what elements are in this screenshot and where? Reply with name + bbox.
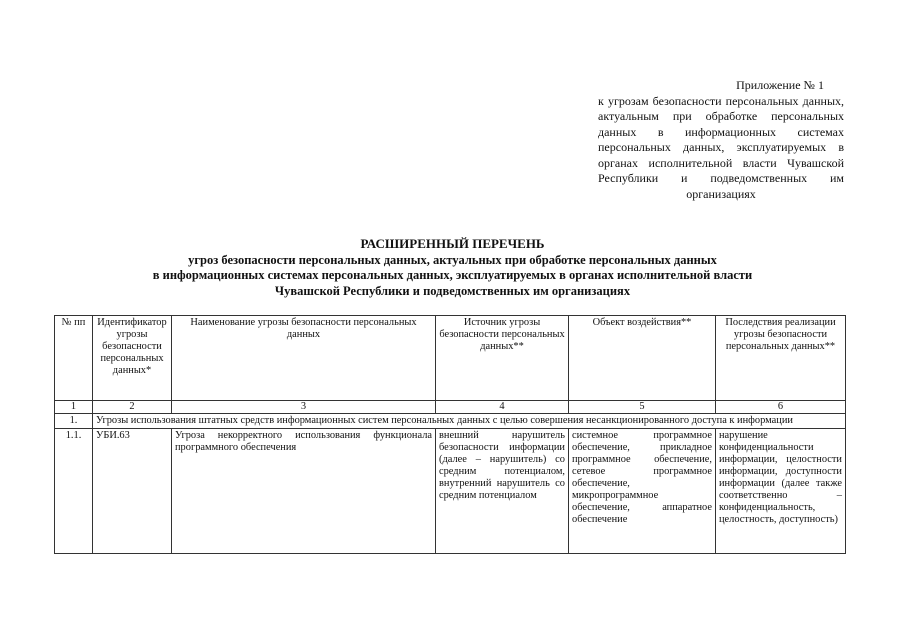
table-header-row (55, 316, 846, 401)
row-impact-object: системное программное обеспечение, прикладное программное обеспечение, сетевое программное обеспечение, микропрограммное обеспечение, аппаратное обеспечение (569, 429, 716, 554)
column-number: 3 (172, 401, 436, 414)
table-row (55, 429, 846, 554)
column-number: 5 (569, 401, 716, 414)
column-number-row (55, 401, 846, 414)
appendix-heading: Приложение № 1 (736, 78, 824, 92)
appendix-block (598, 78, 844, 202)
title-line-2: в информационных системах персональных данных, эксплуатируемых в органах исполнительной власти (152, 268, 753, 282)
title-main: РАСШИРЕННЫЙ ПЕРЕЧЕНЬ (360, 236, 545, 251)
column-number: 6 (716, 401, 846, 414)
header-num: № пп (55, 316, 93, 401)
header-object: Объект воздействия** (569, 316, 716, 401)
title-line-1: угроз безопасности персональных данных, актуальных при обработке персональных данных (188, 252, 717, 267)
column-number: 1 (55, 401, 93, 414)
row-threat-id: УБИ.63 (93, 429, 172, 554)
section-num: 1. (55, 414, 93, 429)
header-source: Источник угрозы безопасности персональных данных** (436, 316, 569, 401)
threat-table (54, 315, 846, 554)
header-id: Идентификатор угрозы безопасности персональных данных* (93, 316, 172, 401)
document-title (60, 236, 845, 299)
row-num: 1.1. (55, 429, 93, 554)
section-row (55, 414, 846, 429)
row-threat-name: Угроза некорректного использования функционала программного обеспечения (172, 429, 436, 554)
row-threat-source: внешний нарушитель безопасности информации (далее – нарушитель) со средним потенциалом, внутренний нарушитель со средним потенциалом (436, 429, 569, 554)
row-consequence: нарушение конфиденциальности информации, целостности информации, доступности информации (далее также соответственно – конфиденциальность, целостность, доступность) (716, 429, 846, 554)
header-consequence: Последствия реализации угрозы безопасности персональных данных** (716, 316, 846, 401)
header-name: Наименование угрозы безопасности персональных данных (172, 316, 436, 401)
column-number: 2 (93, 401, 172, 414)
column-number: 4 (436, 401, 569, 414)
title-line-3: Чувашской Республики и подведомственных им организациях (274, 283, 631, 298)
section-text: Угрозы использования штатных средств информационных систем персональных данных с целью совершения несанкционированного доступа к информации (93, 414, 846, 429)
appendix-text: к угрозам безопасности персональных данных, актуальным при обработке персональных данных в информационных системах персональных данных, эксплуатируемых в органах исполнительной власти Чувашской Республики и подведомственных им организациях (598, 93, 844, 201)
